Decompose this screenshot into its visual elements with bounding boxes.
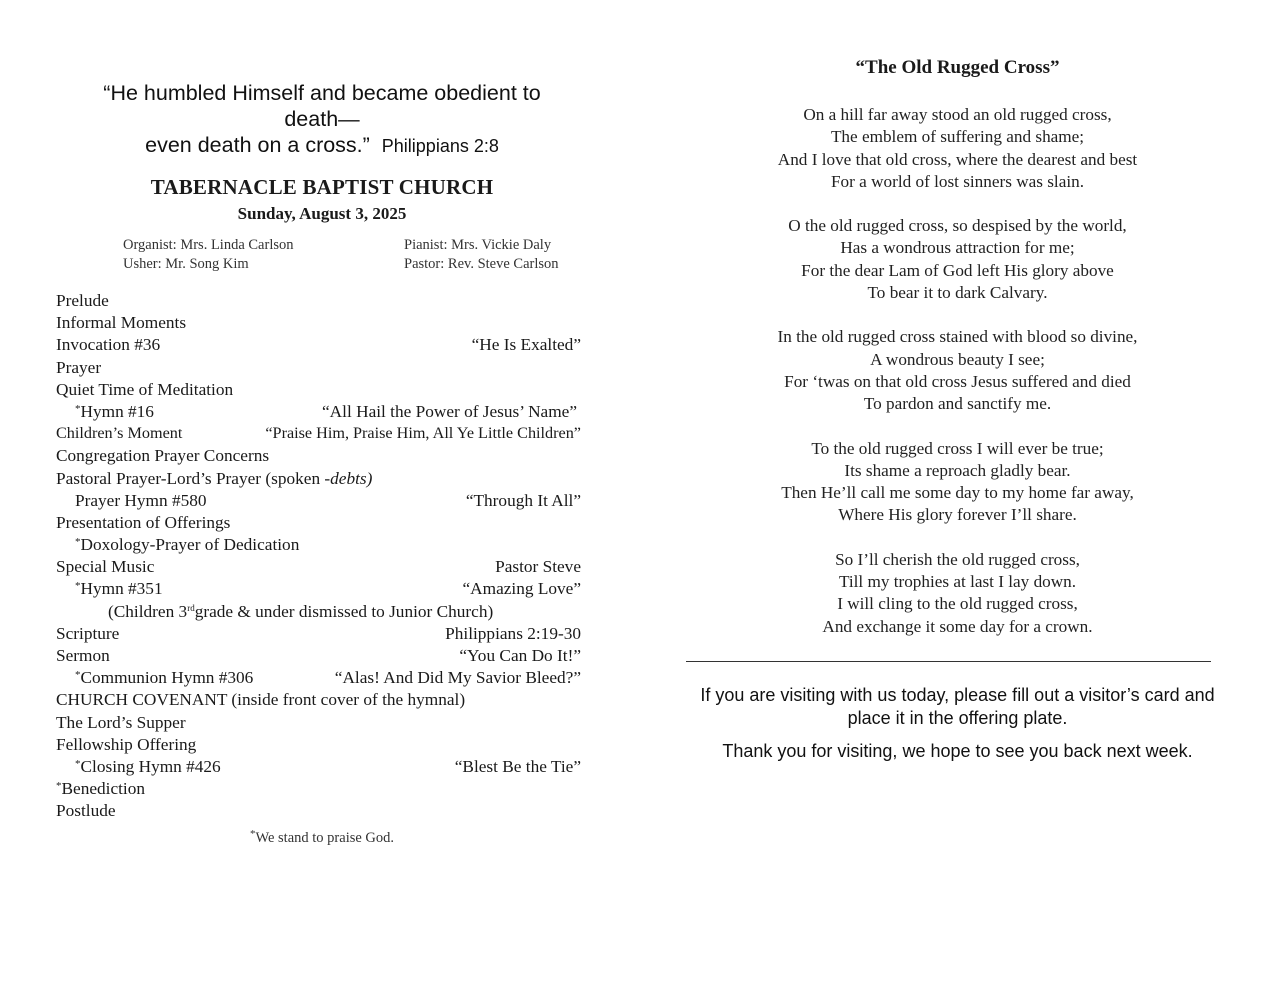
service-item xyxy=(56,624,581,646)
visitor-card-note: If you are visiting with us today, please fill out a visitor’s card and place it in the offering plate. xyxy=(700,685,1215,728)
divider xyxy=(686,661,1211,662)
service-item xyxy=(56,358,581,380)
visitor-note xyxy=(685,684,1230,763)
special-music-by: Pastor Steve xyxy=(495,557,581,577)
lyric-line: The emblem of suffering and shame; xyxy=(830,127,1085,147)
stand-marker: * xyxy=(75,669,81,682)
stand-marker: * xyxy=(75,580,81,593)
lyric-line: Its shame a reproach gladly bear. xyxy=(844,460,1071,480)
scripture-ref: Philippians 2:19-30 xyxy=(445,623,581,643)
prelude: Prelude xyxy=(56,291,109,310)
children-note-1: (Children 3 xyxy=(108,601,188,621)
doxology-label: Doxology-Prayer of Dedication xyxy=(80,535,300,555)
service-item xyxy=(56,757,581,779)
stand-marker: * xyxy=(75,536,81,549)
lyric-line: For the dear Lam of God left His glory above xyxy=(801,260,1114,280)
service-item xyxy=(56,735,581,757)
lyric-line: And I love that old cross, where the dearest and best xyxy=(777,149,1138,169)
lyric-line: I will cling to the old rugged cross, xyxy=(837,594,1078,614)
communion-hymn-label: Communion Hymn #306 xyxy=(80,668,254,688)
hymn-351 xyxy=(75,579,163,599)
service-item xyxy=(56,313,581,335)
stand-footnote xyxy=(60,830,584,847)
lyric-line: To bear it to dark Calvary. xyxy=(867,283,1048,303)
fellowship-offering: Fellowship Offering xyxy=(56,734,197,754)
stand-marker: * xyxy=(56,780,62,793)
stand-marker: * xyxy=(75,757,81,770)
verse xyxy=(685,104,1230,193)
service-item xyxy=(56,801,581,823)
pastor: Pastor: Rev. Steve Carlson xyxy=(404,256,559,272)
service-item xyxy=(56,446,581,468)
sermon: Sermon xyxy=(56,646,110,665)
stand-marker: * xyxy=(249,828,256,840)
offerings: Presentation of Offerings xyxy=(56,512,231,532)
service-item xyxy=(56,424,581,446)
verse xyxy=(685,549,1230,638)
lyric-line: On a hill far away stood an old rugged cross, xyxy=(803,105,1112,124)
benediction-label: Benediction xyxy=(61,779,146,799)
prayer-hymn: Prayer Hymn #580 xyxy=(75,490,207,510)
communion-hymn xyxy=(75,668,253,688)
service-item xyxy=(56,535,581,557)
lyric-line: Till my trophies at last I lay down. xyxy=(838,572,1077,592)
pastoral-prayer-debts: debts) xyxy=(330,468,373,488)
scripture-quote xyxy=(60,80,584,159)
footnote-text: We stand to praise God. xyxy=(255,830,395,846)
service-item xyxy=(56,579,581,601)
lyric-line: Then He’ll call me some day to my home far away, xyxy=(781,483,1134,503)
lyric-line: Where His glory forever I’ll share. xyxy=(838,505,1077,525)
verse xyxy=(685,326,1230,415)
hymn-351-label: Hymn #351 xyxy=(80,579,163,599)
staff-list-right xyxy=(404,236,559,274)
special-music: Special Music xyxy=(56,557,155,577)
service-item xyxy=(56,402,581,424)
lyric-line: Has a wondrous attraction for me; xyxy=(840,238,1075,258)
communion-hymn-title: “Alas! And Did My Savior Bleed?” xyxy=(334,668,581,688)
scripture: Scripture xyxy=(56,623,120,643)
lyric-line: For ‘twas on that old cross Jesus suffered and died xyxy=(784,371,1131,391)
children-note-sup: rd xyxy=(187,602,195,613)
visitor-thanks: Thank you for visiting, we hope to see you back next week. xyxy=(722,741,1193,761)
lyric-line: A wondrous beauty I see; xyxy=(870,349,1045,369)
invocation: Invocation #36 xyxy=(56,335,161,355)
pastoral-prayer: Pastoral Prayer-Lord’s Prayer (spoken - xyxy=(56,468,331,488)
children-dismissal-note xyxy=(56,602,581,624)
organist: Organist: Mrs. Linda Carlson xyxy=(123,237,294,253)
church-covenant: CHURCH COVENANT (inside front cover of the hymnal) xyxy=(56,690,466,710)
lords-supper: The Lord’s Supper xyxy=(56,712,186,732)
hymn-351-title: “Amazing Love” xyxy=(462,579,581,599)
quote-line-3 xyxy=(60,132,584,159)
postlude: Postlude xyxy=(56,801,116,821)
service-item xyxy=(56,779,581,801)
lyric-line: And exchange it some day for a crown. xyxy=(822,616,1093,636)
congregation-prayer: Congregation Prayer Concerns xyxy=(56,446,270,466)
invocation-title: “He Is Exalted” xyxy=(471,335,581,355)
quote-line-2: death— xyxy=(284,107,360,131)
hymn-16-label: Hymn #16 xyxy=(80,401,154,421)
service-item xyxy=(56,380,581,402)
doxology xyxy=(75,535,299,555)
sermon-title: “You Can Do It!” xyxy=(459,646,581,665)
lyric-line: O the old rugged cross, so despised by the world, xyxy=(788,216,1127,236)
service-item xyxy=(56,469,581,491)
service-date: Sunday, August 3, 2025 xyxy=(237,204,407,223)
bulletin-right-panel xyxy=(640,0,1280,987)
service-item xyxy=(56,491,581,513)
quote-line-3-text: even death on a cross.” xyxy=(145,133,370,157)
childrens-moment-title: “Praise Him, Praise Him, All Ye Little Children” xyxy=(265,424,581,443)
pianist: Pianist: Mrs. Vickie Daly xyxy=(404,237,552,253)
service-item xyxy=(56,291,581,313)
benediction xyxy=(56,779,145,799)
verse xyxy=(685,215,1230,304)
lyric-line: To pardon and sanctify me. xyxy=(863,394,1052,414)
lyric-line: To the old rugged cross I will ever be true; xyxy=(811,438,1104,458)
lyric-line: In the old rugged cross stained with blood so divine, xyxy=(777,327,1138,347)
hymn-16 xyxy=(75,402,154,422)
church-name: TABERNACLE BAPTIST CHURCH xyxy=(150,175,494,199)
children-note-2: grade & under dismissed to Junior Church) xyxy=(194,601,494,621)
quote-line-1: “He humbled Himself and became obedient to xyxy=(103,81,541,105)
service-item xyxy=(56,713,581,735)
usher: Usher: Mr. Song Kim xyxy=(123,256,249,272)
service-item xyxy=(56,690,581,712)
informal-moments: Informal Moments xyxy=(56,313,187,333)
hymn-16-title: “All Hail the Power of Jesus’ Name” xyxy=(322,401,577,421)
lyric-line: For a world of lost sinners was slain. xyxy=(830,171,1084,191)
service-item xyxy=(56,668,581,690)
lyric-line: So I’ll cherish the old rugged cross, xyxy=(835,549,1080,569)
staff-list-left xyxy=(123,236,294,274)
service-item xyxy=(56,557,581,579)
order-of-service xyxy=(56,291,581,824)
closing-hymn-label: Closing Hymn #426 xyxy=(80,756,221,776)
prayer-hymn-title: “Through It All” xyxy=(465,490,581,510)
stand-marker: * xyxy=(75,402,81,415)
closing-hymn-title: “Blest Be the Tie” xyxy=(454,756,581,776)
hymn-lyrics xyxy=(685,104,1230,660)
service-item xyxy=(56,513,581,535)
service-item xyxy=(56,335,581,357)
closing-hymn xyxy=(75,757,221,777)
verse xyxy=(685,438,1230,527)
childrens-moment: Children’s Moment xyxy=(56,424,183,443)
quiet-time: Quiet Time of Meditation xyxy=(56,379,234,399)
service-item xyxy=(56,646,581,668)
prayer: Prayer xyxy=(56,357,102,377)
quote-reference: Philippians 2:8 xyxy=(381,136,499,156)
hymn-title: “The Old Rugged Cross” xyxy=(855,57,1060,78)
